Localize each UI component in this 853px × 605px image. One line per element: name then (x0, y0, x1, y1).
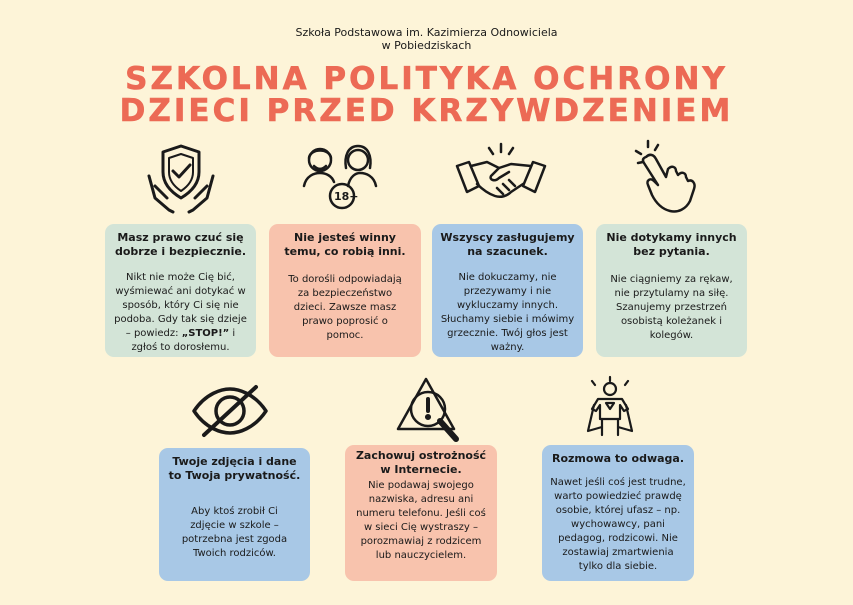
card-title: Twoje zdjęcia i dane to Twoja prywatność. (168, 455, 301, 482)
card-title: Zachowuj ostrożność w Internecie. (355, 449, 487, 476)
card-title: Rozmowa to odwaga. (552, 452, 684, 465)
card-body: To dorośli odpowiadają za bezpieczeństwo dzieci. Zawsze masz prawo poprosić o pomoc. (288, 274, 402, 341)
card-title: Masz prawo czuć się dobrze i bezpiecznie. (114, 231, 247, 258)
svg-text:18+: 18+ (334, 190, 359, 203)
card-body-emphasis: „STOP!” (181, 328, 230, 339)
page-title-line2: DZIECI PRZED KRZYWDZENIEM (119, 93, 734, 129)
shield-hands-icon (143, 140, 219, 216)
card-title: Nie dotykamy innych bez pytania. (606, 231, 737, 258)
page-title-line1: SZKOLNA POLITYKA OCHRONY (125, 61, 728, 97)
card-body: Nawet jeśli coś jest trudne, warto powiedzieć prawdę osobie, której ufasz – np. wychowawcy, pani pedagog, rodzicowi. Nie zostawiaj zmartwienia tylko dla siebie. (550, 477, 686, 572)
card-body-text: i zgłoś to dorosłemu. (131, 328, 236, 353)
card-not-guilty (269, 224, 421, 357)
school-name-line2: w Pobiedziskach (381, 39, 472, 52)
pointing-hand-icon (630, 135, 700, 215)
card-respect (432, 224, 583, 357)
card-body: Nie ciągniemy za rękaw, nie przytulamy na siłę. Szanujemy przestrzeń osobistą koleżanek i kolegów. (610, 274, 733, 341)
card-courage (542, 445, 694, 581)
adults-18-plus-icon (300, 142, 380, 212)
card-body: Nie dokuczamy, nie przezywamy i nie wykluczamy innych. Słuchamy siebie i mówimy grzecznie. Twój głos jest ważny. (440, 272, 575, 353)
superhero-icon (580, 375, 640, 441)
card-no-touch (596, 224, 747, 357)
card-title: Nie jesteś winny temu, co robią inni. (284, 231, 406, 258)
card-title: Wszyscy zasługujemy na szacunek. (440, 231, 575, 258)
card-body-text: Nikt nie może Cię bić, wyśmiewać ani dotykać w sposób, który Ci się nie podoba. Gdy tak się dzieje – powiedz: (114, 272, 247, 339)
eye-slash-icon (190, 383, 270, 439)
card-privacy (159, 448, 310, 581)
card-body: Nie podawaj swojego nazwiska, adresu ani numeru telefonu. Jeśli coś w sieci Cię wystraszy – porozmawiaj z rodzicem lub nauczycielem. (356, 480, 486, 561)
card-internet (345, 445, 497, 581)
card-safety (105, 224, 256, 357)
handshake-icon (453, 140, 549, 206)
card-body: Aby ktoś zrobił Ci zdjęcie w szkole – potrzebna jest zgoda Twoich rodziców. (181, 506, 288, 559)
warning-magnifier-icon (396, 375, 468, 447)
card-body (113, 271, 248, 355)
school-name-line1: Szkoła Podstawowa im. Kazimierza Odnowiciela (295, 26, 558, 39)
